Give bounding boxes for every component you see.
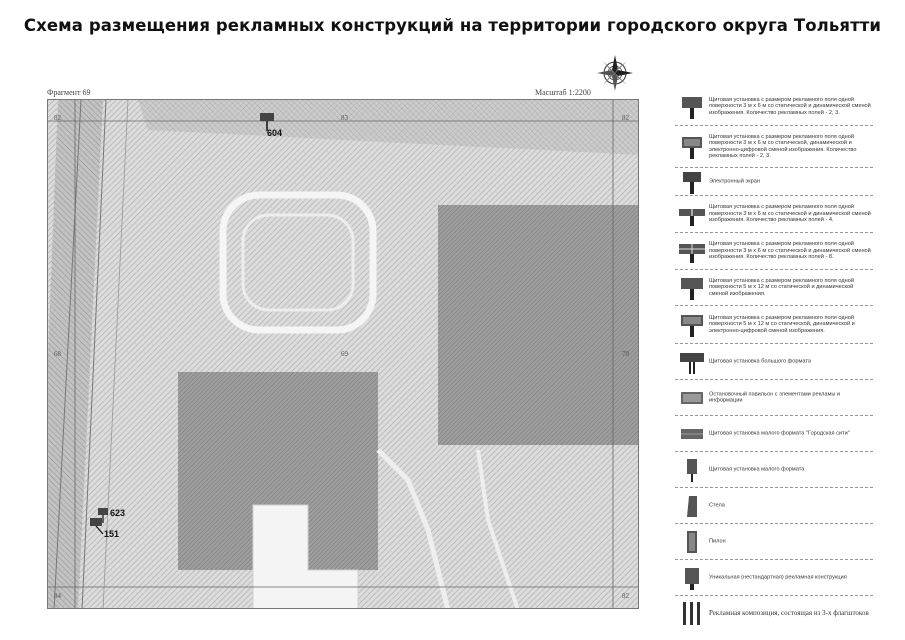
- billboard-5x12-digital-icon: [677, 312, 707, 338]
- legend-text: Пилон: [709, 538, 726, 545]
- billboard-5x12-static-icon: [677, 275, 707, 301]
- legend-item: [675, 488, 873, 524]
- grid-label: 84: [54, 592, 61, 600]
- stop-pavilion-icon: [677, 385, 707, 411]
- composition-3-icon: [677, 600, 707, 626]
- legend-item: [675, 126, 873, 168]
- legend-item: [675, 524, 873, 560]
- grid-label: 82: [622, 114, 629, 122]
- billboard-3x6-static-icon: [677, 94, 707, 120]
- large-format-board-icon: [677, 349, 707, 375]
- small-format-icon: [677, 457, 707, 483]
- legend-item: [675, 416, 873, 452]
- legend-item: [675, 452, 873, 488]
- legend-text: Рекламная композиция, состоящая из 3-х флагштоков: [709, 609, 869, 617]
- grid-label: 82: [54, 114, 61, 122]
- legend-text: Электронный экран: [709, 178, 760, 185]
- legend-item: [675, 380, 873, 416]
- legend-item: [675, 168, 873, 196]
- legend-text: Уникальная (нестандартная) рекламная конструкция: [709, 574, 847, 581]
- fragment-label: Фрагмент 69: [47, 88, 91, 97]
- legend-item: [675, 596, 873, 630]
- grid-label: 68: [54, 350, 61, 358]
- legend-text: Щитовая установка большого формата: [709, 358, 811, 365]
- legend-item: [675, 560, 873, 596]
- legend-text: Щитовая установка малого формата: [709, 466, 805, 473]
- billboard-3x6-four-fields-icon: [677, 201, 707, 227]
- legend-text: Щитовая установка с размером рекламного поля одной поверхности 5 м х 12 м со статической, динамической и электронно-цифровой сменой изображения.: [709, 314, 855, 334]
- grid-label: 83: [341, 114, 348, 122]
- legend-item: [675, 270, 873, 306]
- page-title: Схема размещения рекламных конструкций на территории городского округа Тольятти: [23, 16, 882, 35]
- legend: [675, 88, 873, 630]
- legend-text: Щитовая установка с размером рекламного поля одной поверхности 3 м х 6 м со статической и динамической сменой изображения. Количество рекламных полей - 8.: [709, 241, 871, 261]
- pylon-icon: [677, 529, 707, 555]
- stele-icon: [677, 493, 707, 519]
- legend-text: Щитовая установка малого формата "Городская сити": [709, 430, 850, 437]
- grid-label: 82: [622, 592, 629, 600]
- legend-item: [675, 344, 873, 380]
- grid-label: 69: [341, 350, 348, 358]
- unique-construction-icon: [677, 565, 707, 591]
- legend-item: [675, 196, 873, 233]
- legend-text: Щитовая установка с размером рекламного поля одной поверхности 3 м х 6 м со статической и динамической сменой изображения. Количество рекламных полей - 4.: [709, 204, 871, 224]
- legend-text: Щитовая установка с размером рекламного поля одной поверхности 3 м х 6 м со статической, динамической и электронно-цифровой сменой изображения. Количество рекламных полей - 2, 3.: [709, 133, 857, 160]
- legend-text: Остановочный павильон с элементами рекламы и информации: [709, 390, 841, 404]
- marker-label-604[interactable]: 604: [267, 128, 283, 138]
- legend-text: Стела: [709, 502, 725, 509]
- legend-text: Щитовая установка с размером рекламного поля одной поверхности 3 м х 6 м со статической и динамической сменой изображения. Количество рекламных полей - 2, 3.: [709, 96, 871, 116]
- scale-label: Масштаб 1:2200: [535, 88, 591, 97]
- electronic-screen-icon: [677, 169, 707, 195]
- marker-label-623[interactable]: 623: [110, 508, 126, 518]
- legend-text: Щитовая установка с размером рекламного поля одной поверхности 5 м х 12 м со статической и динамической сменой изображения.: [709, 277, 854, 297]
- marker-label-151[interactable]: 151: [104, 529, 120, 539]
- grid-label: 70: [622, 350, 629, 358]
- legend-item: [675, 88, 873, 126]
- billboard-3x6-eight-fields-icon: [677, 238, 707, 264]
- legend-item: [675, 306, 873, 344]
- city-format-icon: [677, 421, 707, 447]
- compass-rose-icon: [597, 55, 633, 91]
- billboard-3x6-digital-icon: [677, 134, 707, 160]
- map-fragment[interactable]: [47, 99, 639, 609]
- legend-item: [675, 233, 873, 270]
